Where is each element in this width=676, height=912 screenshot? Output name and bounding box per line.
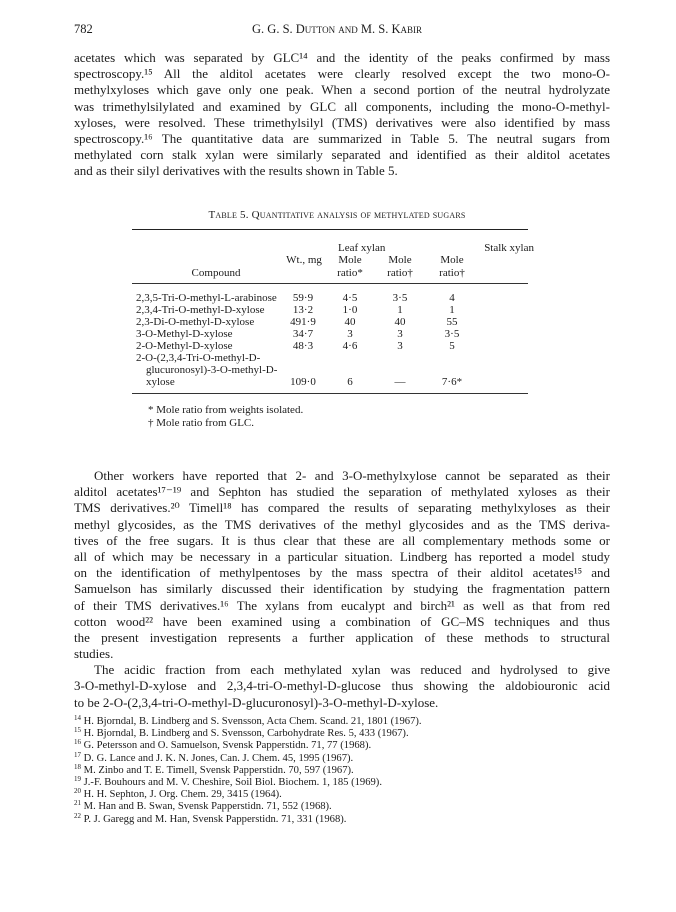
running-title: G. G. S. Dutton and M. S. Kabir (252, 22, 422, 36)
reference-number: 17 (74, 750, 81, 759)
reference-number: 16 (74, 738, 81, 747)
leaf-ratio-cell: 3 (347, 328, 353, 340)
page-number: 782 (74, 22, 93, 36)
stalk-ratio-cell: 5 (449, 340, 455, 352)
text-line: and as their silyl derivatives with the results shown in Table 5. (74, 163, 398, 179)
leaf-ratio-cell: 40 (344, 316, 356, 328)
text-line: of their TMS derivatives.¹⁶ The xylans from eucalypt and birch²¹ as well as that from red (74, 597, 610, 613)
ratio-cell: 40 (394, 316, 406, 328)
ratio-cell: 3·5 (392, 292, 408, 304)
leaf-ratio-header: ratio* (337, 267, 363, 279)
stalk-xylan-header: Stalk xylan (484, 242, 534, 254)
reference-text: H. Bjorndal, B. Lindberg and S. Svensson, Acta Chem. Scand. 21, 1801 (1967). (83, 716, 422, 727)
text-line: Other workers have reported that 2- and 3-O-methylxylose cannot be separated as their (94, 468, 610, 483)
reference-text: D. G. Lance and J. K. N. Jones, Can. J. Chem. 45, 1995 (1967). (83, 752, 354, 764)
reference-number: 18 (74, 762, 81, 771)
reference-text: P. J. Garegg and M. Han, Svensk Papperstidn. 71, 331 (1968). (83, 813, 347, 825)
ratio-header: ratio† (387, 267, 413, 279)
wt-cell: 491·9 (290, 316, 316, 328)
reference-item (74, 728, 614, 740)
text-line: tives of the free sugars. It is thus clear that these are all complementary methods some or (74, 532, 610, 548)
wt-header: Wt., mg (286, 254, 322, 266)
leaf-mole-header: Mole (338, 254, 362, 266)
text-line: methylxyloses which gave only one peak. When a second portion of the neutral hydrolyzate (74, 82, 610, 98)
table-top-rule (132, 229, 528, 230)
stalk-ratio-cell: 1 (449, 304, 455, 316)
ratio-cell: 1 (397, 304, 403, 316)
ratio-cell: 3 (397, 340, 403, 352)
table-footnotes (148, 404, 303, 429)
page-header (74, 22, 600, 38)
compound-cell: 2-O-(2,3,4-Tri-O-methyl-D- (136, 352, 261, 364)
wt-cell: 34·7 (292, 328, 314, 340)
mole-header: Mole (388, 254, 412, 266)
stalk-ratio-cell: 55 (446, 316, 458, 328)
reference-number: 19 (74, 775, 81, 784)
text-line: methylated corn stalk xylan were similarly separated and identified as their alditol acetates (74, 147, 610, 163)
stalk-ratio-cell: 3·5 (444, 328, 460, 340)
compound-cell: glucuronosyl)-3-O-methyl-D- (146, 364, 278, 376)
reference-text: H. Bjorndal, B. Lindberg and S. Svensson, Carbohydrate Res. 5, 433 (1967). (83, 728, 409, 740)
text-line: all of which may be necessary in a particular situation. Lindberg has reported a model study (74, 548, 610, 564)
reference-item (74, 811, 614, 826)
reference-item (74, 762, 614, 777)
table-bottom-rule (132, 393, 528, 394)
compound-cell: 2,3-Di-O-methyl-D-xylose (136, 316, 255, 328)
text-line: spectroscopy.¹⁶ The quantitative data are summarized in Table 5. The neutral sugars from (74, 130, 610, 146)
reference-item (74, 801, 614, 813)
text-line: spectroscopy.¹⁵ All the alditol acetates were clearly resolved except the two mono-O- (74, 66, 610, 82)
leaf-xylan-header: Leaf xylan (338, 242, 386, 254)
text-line: to be 2-O-(2,3,4-tri-O-methyl-D-glucuronosyl)-3-O-methyl-D-xylose. (74, 694, 439, 710)
reference-text: J.-F. Bouhours and M. V. Cheshire, Soil Biol. Biochem. 1, 185 (1969). (83, 777, 382, 789)
stalk-mole-header: Mole (440, 254, 464, 266)
reference-text: M. Han and B. Swan, Svensk Papperstidn. 71, 552 (1968). (83, 801, 332, 813)
reference-number: 20 (74, 787, 81, 796)
table-footnote: † Mole ratio from GLC. (148, 416, 255, 429)
table-footnote: * Mole ratio from weights isolated. (148, 404, 304, 416)
compound-cell: 3-O-Methyl-D-xylose (136, 328, 233, 340)
stalk-ratio-header: ratio† (439, 267, 465, 279)
text-line: 3-O-methyl-D-xylose and 2,3,4-tri-O-methyl-D-glucose thus showing the aldobiouronic acid (74, 678, 610, 694)
text-line: on the identification of methylpentoses by the mass spectra of their alditol acetates¹⁵ and (74, 565, 610, 581)
text-line: alditol acetates¹⁷⁻¹⁹ and Sephton has studied the separation of methylated xyloses as their (74, 484, 610, 500)
reference-text: M. Zinbo and T. E. Timell, Svensk Papperstidn. 70, 597 (1967). (83, 764, 354, 776)
reference-number: 14 (74, 714, 81, 722)
text-line: xyloses, were resolved. These trimethylsilyl (TMS) derivatives were also identified by mass (74, 114, 610, 130)
reference-number: 21 (74, 799, 81, 808)
leaf-ratio-cell: 4·5 (342, 292, 358, 304)
reference-item (74, 740, 614, 752)
reference-item (74, 750, 614, 765)
ratio-cell: — (394, 376, 406, 388)
wt-cell: 59·9 (292, 292, 314, 304)
reference-item (74, 789, 614, 801)
text-line: Samuelson has similarly discussed their identification by studying the fragmentation pattern (74, 581, 610, 597)
compound-cell: 2-O-Methyl-D-xylose (136, 340, 233, 352)
text-line: The acidic fraction from each methylated xylan was reduced and hydrolysed to give (94, 662, 610, 678)
compound-header: Compound (191, 267, 241, 279)
ratio-cell: 3 (397, 328, 403, 340)
wt-cell: 48·3 (292, 340, 314, 352)
stalk-ratio-cell: 7·6* (441, 376, 463, 388)
leaf-ratio-cell: 1·0 (342, 304, 358, 316)
wt-cell: 109·0 (290, 376, 316, 388)
reference-number: 22 (74, 811, 81, 820)
text-line: was trimethylsilylated and examined by GLC all components, including the mono-O-methyl- (74, 98, 610, 114)
reference-item (74, 716, 614, 728)
leaf-ratio-cell: 4·6 (342, 340, 358, 352)
wt-cell: 13·2 (292, 304, 314, 316)
reference-item (74, 777, 614, 789)
table-header-rule (132, 283, 528, 284)
table-title: Table 5. Quantitative analysis of methylated sugars (208, 209, 466, 221)
body-paragraphs (74, 468, 610, 711)
leaf-ratio-cell: 6 (347, 376, 353, 388)
intro-paragraph (74, 50, 610, 180)
text-line: acetates which was separated by GLC¹⁴ and the identity of the peaks confirmed by mass (74, 50, 610, 65)
stalk-ratio-cell: 4 (449, 292, 455, 304)
reference-text: H. H. Sephton, J. Org. Chem. 29, 3415 (1964). (83, 789, 282, 801)
reference-number: 15 (74, 726, 81, 735)
compound-cell: 2,3,5-Tri-O-methyl-L-arabinose (136, 292, 277, 304)
text-line: studies. (74, 646, 114, 662)
references (74, 716, 614, 826)
compound-cell: 2,3,4-Tri-O-methyl-D-xylose (136, 304, 265, 316)
reference-text: G. Petersson and O. Samuelson, Svensk Papperstidn. 71, 77 (1968). (83, 740, 372, 752)
text-line: methyl glycosides, as the TMS derivatives of the methyl glycosides and as the TMS deriva- (74, 516, 610, 532)
compound-cell: xylose (146, 376, 175, 388)
text-line: the present investigation represents a further application of these methods to structural (74, 629, 610, 645)
text-line: cotton wood²² have been examined using a combination of GC–MS techniques and thus (74, 613, 610, 629)
text-line: TMS derivatives.²⁰ Timell¹⁸ has compared the results of separating methylxyloses as their (74, 500, 610, 516)
